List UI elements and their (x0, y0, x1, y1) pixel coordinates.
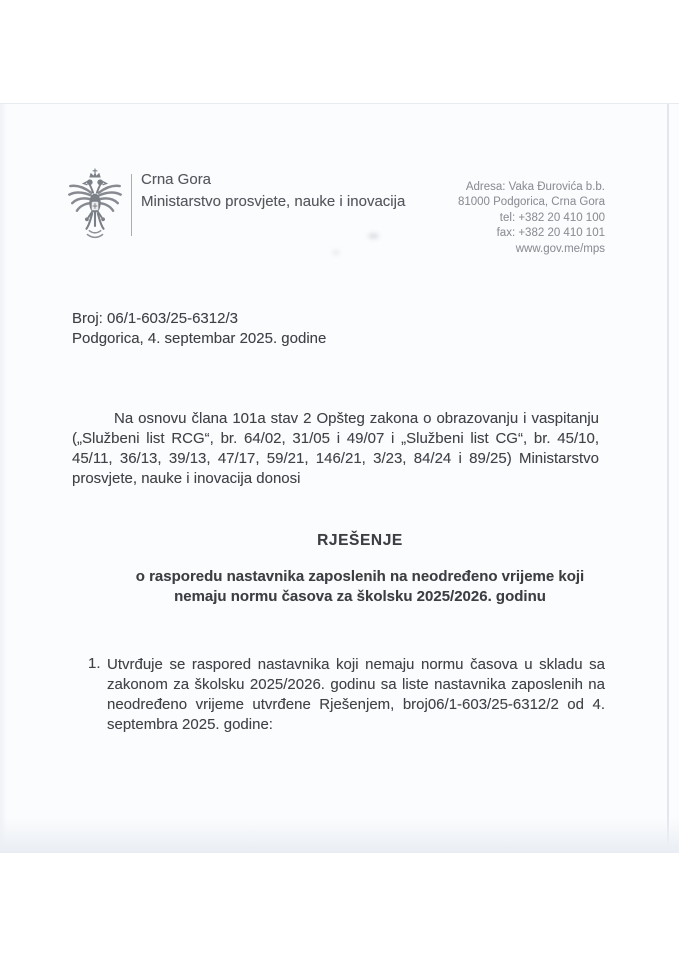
address-line: 81000 Podgorica, Crna Gora (457, 196, 605, 209)
preamble-line: prosvjete, nauke i inovacija donosi (72, 470, 301, 487)
item-line: septembra 2025. godine: (107, 716, 273, 733)
item-number: 1. (88, 655, 101, 672)
preamble-paragraph (72, 409, 599, 489)
scan-smudge (368, 233, 379, 239)
letterhead-divider (131, 174, 132, 236)
item-line: zakonom za školsku 2025/2026. godinu sa liste nastavnika zaposlenih na (107, 676, 605, 693)
item-text (107, 655, 605, 735)
preamble-line: Na osnovu člana 101a stav 2 Opšteg zakona o obrazovanju i vaspitanju (114, 410, 599, 427)
scan-left-edge-shade (0, 104, 7, 853)
preamble-line: („Službeni list RCG“, br. 64/02, 31/05 i 49/07 i „Službeni list CG“, br. 45/10, (72, 430, 599, 447)
decision-subtitle (85, 567, 635, 606)
scan-top-edge-line (0, 103, 679, 104)
org-country: Crna Gora (141, 171, 212, 188)
decision-title: RJEŠENJE (317, 532, 403, 549)
address-line: Adresa: Vaka Đurovića b.b. (465, 181, 605, 193)
address-line: tel: +382 20 410 100 (499, 211, 605, 224)
reference-block (72, 309, 326, 348)
preamble-line: 45/11, 36/13, 39/13, 47/17, 59/21, 146/21, 3/23, 84/24 i 89/25) Ministarstvo (72, 450, 599, 467)
address-line: www.gov.me/mps (515, 242, 605, 255)
coat-of-arms-icon (66, 168, 124, 244)
address-block (420, 180, 605, 257)
address-line: fax: +382 20 410 101 (496, 227, 605, 240)
reference-place-date: Podgorica, 4. septembar 2025. godine (72, 329, 327, 347)
scan-right-edge-line (667, 104, 669, 852)
decision-subtitle-line: nemaju normu časova za školsku 2025/2026. godinu (174, 587, 546, 605)
org-name: Ministarstvo prosvjete, nauke i inovacija (141, 193, 406, 210)
reference-number: Broj: 06/1-603/25-6312/3 (72, 310, 238, 327)
item-line: Utvrđuje se raspored nastavnika koji nemaju normu časova u skladu sa (107, 656, 605, 673)
scan-bottom-edge-band (0, 818, 679, 853)
item-line: neodređeno vrijeme utvrđene Rješenjem, broj06/1-603/25-6312/2 od 4. (107, 696, 605, 713)
decision-subtitle-line: o rasporedu nastavnika zaposlenih na neodređeno vrijeme koji (135, 568, 585, 585)
scan-smudge (332, 250, 340, 255)
